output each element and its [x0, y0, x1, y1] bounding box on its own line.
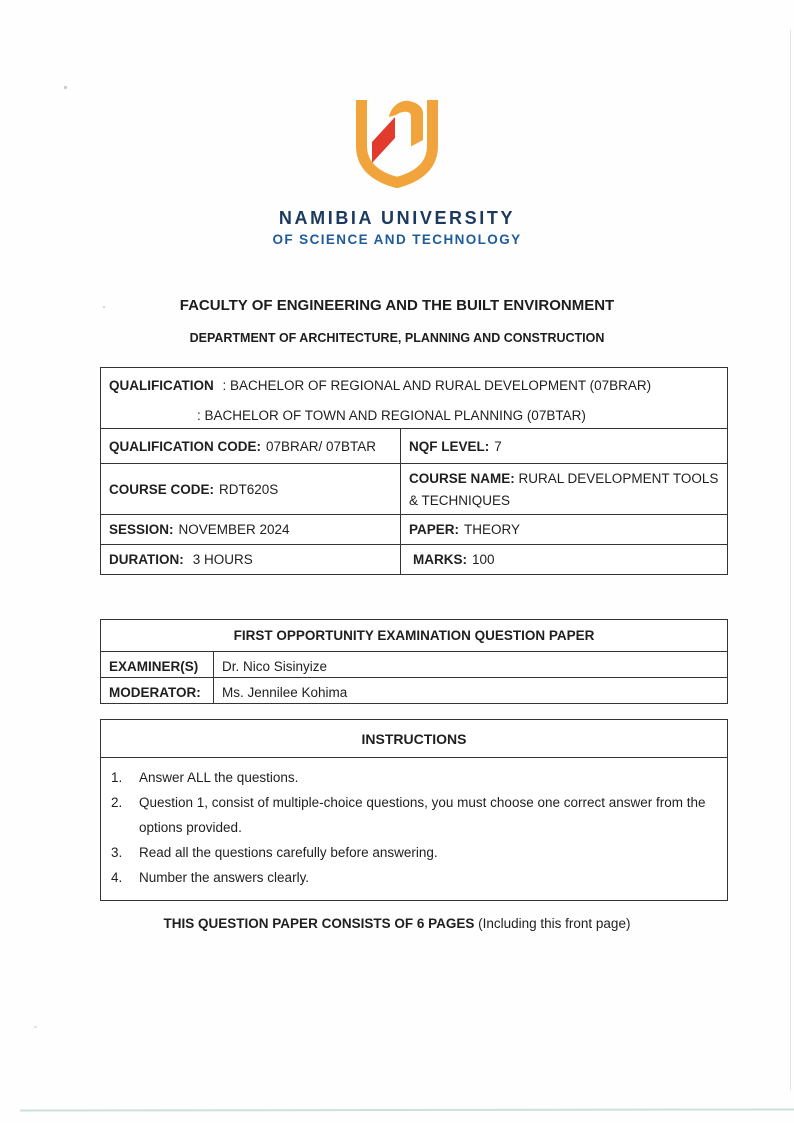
qualification-line1: [109, 375, 719, 396]
page-count-regular: (Including this front page): [478, 916, 631, 931]
session-cell: [101, 515, 400, 544]
qualification-value-1: : BACHELOR OF REGIONAL AND RURAL DEVELOPMENT (07BRAR): [222, 378, 652, 393]
exam-paper-title: FIRST OPPORTUNITY EXAMINATION QUESTION PAPER: [233, 628, 595, 643]
instructions-title: INSTRUCTIONS: [361, 730, 467, 747]
page-count-bold: THIS QUESTION PAPER CONSISTS OF 6 PAGES: [163, 916, 475, 931]
qualification-cell: [101, 368, 727, 428]
qualification-code-cell: [101, 429, 400, 463]
nqf-level-cell: [400, 429, 727, 463]
instructions-table: [100, 719, 728, 901]
examiner-label: EXAMINER(S): [109, 659, 199, 674]
qualification-label: QUALIFICATION: [109, 378, 214, 393]
course-code-value: RDT620S: [219, 481, 279, 497]
moderator-name: Ms. Jennilee Kohima: [213, 678, 727, 703]
nqf-level-label: NQF LEVEL:: [409, 438, 490, 454]
examiner-row: [101, 651, 727, 677]
item-number: 2.: [111, 795, 123, 810]
qualification-line2: : BACHELOR OF TOWN AND REGIONAL PLANNING (07BTAR): [197, 408, 586, 423]
course-code-cell: [101, 464, 400, 514]
scan-edge-line-bottom: [20, 1108, 794, 1111]
marks-value: 100: [472, 552, 495, 567]
course-name-label: COURSE NAME:: [409, 471, 515, 486]
instruction-item: [111, 790, 709, 840]
department-heading: DEPARTMENT OF ARCHITECTURE, PLANNING AND CONSTRUCTION: [189, 331, 605, 345]
table-row-duration: [101, 544, 727, 574]
table-row-codes: [101, 428, 727, 463]
page-count-note: [0, 916, 794, 931]
instruction-item: [111, 765, 709, 790]
course-code-label: COURSE CODE:: [109, 481, 215, 497]
instructions-list: [101, 757, 727, 900]
item-text: Number the answers clearly.: [139, 870, 310, 885]
paper-cell: [400, 515, 727, 544]
examiner-name: Dr. Nico Sisinyize: [213, 652, 727, 677]
nqf-level-value: 7: [494, 438, 502, 454]
item-text: Answer ALL the questions.: [139, 770, 299, 785]
faculty-heading: FACULTY OF ENGINEERING AND THE BUILT ENVIRONMENT: [179, 297, 615, 314]
marks-cell: [400, 545, 727, 574]
duration-value: 3 HOURS: [192, 552, 253, 567]
scan-speck: [34, 1026, 37, 1028]
nust-shield-logo-icon: [351, 94, 443, 194]
item-text: Read all the questions carefully before answering.: [139, 845, 438, 860]
course-name-cell: [400, 464, 727, 514]
scan-speck: [103, 306, 105, 308]
exam-title-row: [101, 620, 727, 651]
moderator-label: MODERATOR:: [109, 685, 201, 700]
qualification-code-value: 07BRAR/ 07BTAR: [266, 438, 377, 454]
moderator-row: [101, 677, 727, 703]
item-text: Question 1, consist of multiple-choice questions, you must choose one correct answer from the options provided.: [139, 795, 706, 835]
item-number: 1.: [111, 770, 123, 785]
instruction-item: [111, 840, 709, 865]
university-wordmark-line1: NAMIBIA UNIVERSITY: [278, 208, 516, 228]
session-value: NOVEMBER 2024: [178, 522, 290, 537]
qualification-code-label: QUALIFICATION CODE:: [109, 438, 261, 454]
session-label: SESSION:: [109, 522, 174, 537]
duration-cell: [101, 545, 400, 574]
exam-paper-table: [100, 619, 728, 704]
shield-red-band: [372, 117, 395, 163]
item-number: 3.: [111, 845, 123, 860]
table-row-qualification: [101, 368, 727, 428]
item-number: 4.: [111, 870, 123, 885]
university-logo-block: [0, 0, 794, 194]
table-row-course: [101, 463, 727, 514]
instruction-item: [111, 865, 709, 890]
scan-speck: [64, 86, 67, 89]
course-name-value: RURAL DEVELOPMENT TOOLS & TECHNIQUES: [409, 471, 719, 508]
paper-label: PAPER:: [409, 522, 460, 537]
paper-value: THEORY: [464, 522, 521, 537]
university-wordmark-line2: OF SCIENCE AND TECHNOLOGY: [272, 232, 522, 247]
scan-edge-line-right: [790, 30, 792, 1090]
table-row-session: [101, 514, 727, 544]
marks-label: MARKS:: [413, 552, 467, 567]
course-info-table: [100, 367, 728, 575]
duration-label: DURATION:: [109, 552, 184, 567]
